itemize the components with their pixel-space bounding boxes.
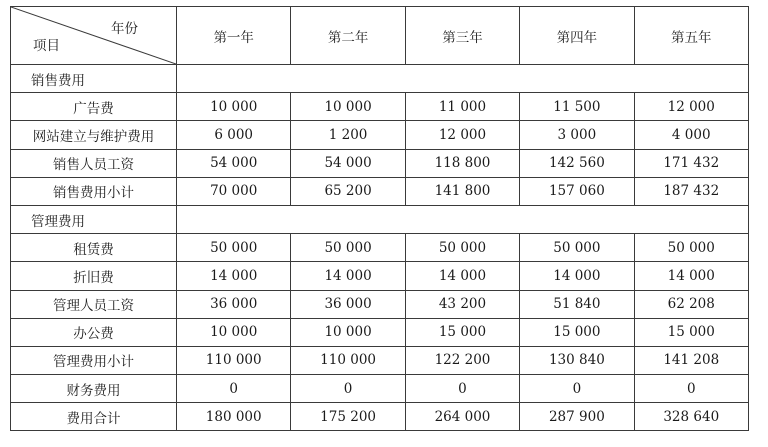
cell-value: 70 000: [177, 177, 291, 205]
row-label: 办公费: [11, 318, 177, 346]
cell-value: 50 000: [634, 234, 748, 262]
table-row: [11, 262, 749, 290]
cell-value: 14 000: [634, 262, 748, 290]
cell-value: 287 900: [520, 403, 634, 431]
cell-value: 1 200: [291, 121, 405, 149]
cell-value: 50 000: [291, 234, 405, 262]
cell-value: 54 000: [291, 149, 405, 177]
cell-value: 10 000: [291, 318, 405, 346]
year-header: 第四年: [520, 7, 634, 65]
cell-value: 62 208: [634, 290, 748, 318]
cell-value: 110 000: [177, 346, 291, 374]
cell-value: 51 840: [520, 290, 634, 318]
cell-value: 14 000: [520, 262, 634, 290]
cell-value: 180 000: [177, 403, 291, 431]
cell-value: 15 000: [520, 318, 634, 346]
subtotal-row: [11, 177, 749, 205]
cell-value: 122 200: [405, 346, 519, 374]
cell-value: 130 840: [520, 346, 634, 374]
section-row: [11, 205, 749, 233]
expense-table-container: [10, 6, 749, 431]
section-title: 管理费用: [11, 205, 177, 233]
cell-value: 141 208: [634, 346, 748, 374]
row-label: 折旧费: [11, 262, 177, 290]
cell-value: 12 000: [634, 93, 748, 121]
section-row: [11, 65, 749, 93]
cell-value: 110 000: [291, 346, 405, 374]
cell-value: 11 000: [405, 93, 519, 121]
cell-value: 50 000: [520, 234, 634, 262]
cell-value: 0: [291, 375, 405, 403]
cell-value: 14 000: [177, 262, 291, 290]
cell-value: 50 000: [405, 234, 519, 262]
table-row: [11, 234, 749, 262]
cell-value: 14 000: [405, 262, 519, 290]
cell-value: 36 000: [177, 290, 291, 318]
cell-value: 50 000: [177, 234, 291, 262]
cell-value: 11 500: [520, 93, 634, 121]
table-row: [11, 375, 749, 403]
cell-value: 0: [634, 375, 748, 403]
cell-value: 175 200: [291, 403, 405, 431]
cell-value: 0: [177, 375, 291, 403]
section-fill: [177, 205, 749, 233]
corner-cell: [11, 7, 177, 65]
year-header: 第一年: [177, 7, 291, 65]
cell-value: 43 200: [405, 290, 519, 318]
year-header: 第三年: [405, 7, 519, 65]
row-label: 管理费用小计: [11, 346, 177, 374]
total-row: [11, 403, 749, 431]
row-label: 销售人员工资: [11, 149, 177, 177]
row-label: 费用合计: [11, 403, 177, 431]
cell-value: 54 000: [177, 149, 291, 177]
table-header: [11, 7, 749, 65]
cell-value: 118 800: [405, 149, 519, 177]
header-row: [11, 7, 749, 65]
cell-value: 10 000: [177, 318, 291, 346]
cell-value: 65 200: [291, 177, 405, 205]
cell-value: 0: [405, 375, 519, 403]
year-header: 第二年: [291, 7, 405, 65]
cell-value: 142 560: [520, 149, 634, 177]
cell-value: 4 000: [634, 121, 748, 149]
row-label: 销售费用小计: [11, 177, 177, 205]
expense-table: [10, 6, 749, 431]
table-row: [11, 290, 749, 318]
row-label: 租赁费: [11, 234, 177, 262]
table-row: [11, 318, 749, 346]
cell-value: 14 000: [291, 262, 405, 290]
cell-value: 141 800: [405, 177, 519, 205]
corner-year-label: 年份: [111, 21, 138, 37]
cell-value: 157 060: [520, 177, 634, 205]
year-header: 第五年: [634, 7, 748, 65]
table-row: [11, 121, 749, 149]
row-label: 管理人员工资: [11, 290, 177, 318]
subtotal-row: [11, 346, 749, 374]
cell-value: 171 432: [634, 149, 748, 177]
row-label: 财务费用: [11, 375, 177, 403]
row-label: 网站建立与维护费用: [11, 121, 177, 149]
cell-value: 264 000: [405, 403, 519, 431]
row-label: 广告费: [11, 93, 177, 121]
table-row: [11, 93, 749, 121]
cell-value: 328 640: [634, 403, 748, 431]
cell-value: 15 000: [405, 318, 519, 346]
cell-value: 3 000: [520, 121, 634, 149]
table-row: [11, 149, 749, 177]
cell-value: 0: [520, 375, 634, 403]
cell-value: 187 432: [634, 177, 748, 205]
cell-value: 6 000: [177, 121, 291, 149]
cell-value: 36 000: [291, 290, 405, 318]
cell-value: 15 000: [634, 318, 748, 346]
cell-value: 12 000: [405, 121, 519, 149]
section-fill: [177, 65, 749, 93]
cell-value: 10 000: [291, 93, 405, 121]
section-title: 销售费用: [11, 65, 177, 93]
cell-value: 10 000: [177, 93, 291, 121]
corner-item-label: 项目: [33, 38, 60, 54]
table-body: [11, 65, 749, 431]
